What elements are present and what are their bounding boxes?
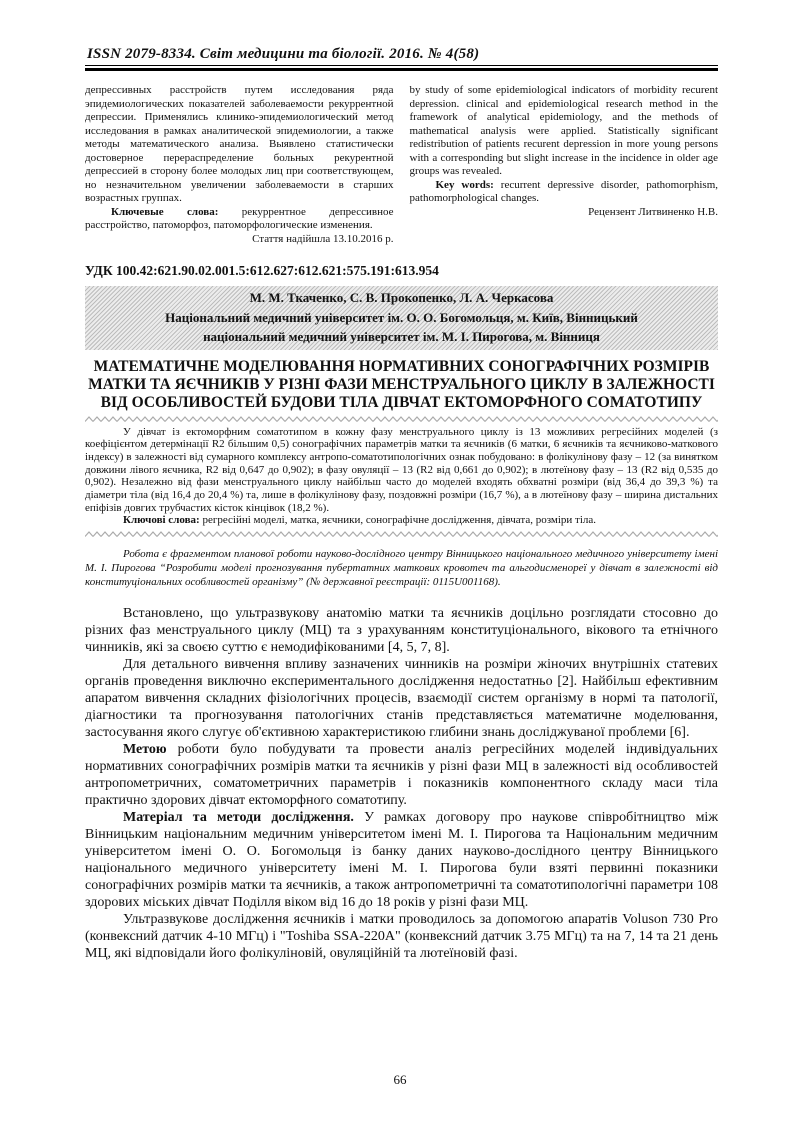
abstract-body-en: by study of some epidemiological indicators of morbidity recurent depression. clinical and epidemiological research method in the framework of analytical epidemiology, and the methods of mathematical analysis were applied. Statistically significant redistribution of patients recurent depression in more young persons with a corresponding but slight increase in the incidence in older age groups was revealed. [409,84,718,177]
paragraph-text: Ультразвукове дослідження яєчників і матки проводилось за допомогою апаратів Voluson 730 Pro (конвексний датчик 4-10 МГц) і "Toshiba SSA-220A" (конвексний датчик 3.75 МГц) та на 7, 14 та 21 день МЦ, які відповідали його фолікуліновій, овуляційній та лютеїновій фазі. [85,911,718,961]
keywords-line-en [410,179,719,206]
header-double-rule [85,65,718,71]
body-paragraph [85,809,718,911]
page-number: 66 [393,1072,407,1087]
reviewer-line: Рецензент Литвиненко Н.В. [588,205,718,218]
article-title: МАТЕМАТИЧНЕ МОДЕЛЮВАННЯ НОРМАТИВНИХ СОНОГРАФІЧНИХ РОЗМІРІВ МАТКИ ТА ЯЄЧНИКІВ У РІЗНІ ФАЗИ МЕНСТРУАЛЬНОГО ЦИКЛУ В ЗАЛЕЖНОСТІ ВІД ОСОБЛИВОСТЕЙ БУДОВИ ТІЛА ДІВЧАТ ЕКТОМОРФНОГО СОМАТОТИПУ [88,357,715,411]
affiliation-line-1: Національний медичний університет ім. О. О. Богомольця, м. Київ, Вінницький [165,309,638,325]
keywords-text-ru: рекуррентное депрессивное расстройство, патоморфоз, патоморфологические изменения. [85,205,394,231]
authors-line: М. М. Ткаченко, С. В. Прокопенко, Л. А. Черкасова [249,290,554,305]
paragraph-lead: Матеріал та методи дослідження. [123,809,354,825]
zigzag-divider-bottom [85,531,718,538]
abstract-column-english [410,84,719,246]
paragraph-text: Для детального вивчення впливу зазначених чинників на розміри жіночих внутрішніх статевих органів проведення виключно експериментального дослідження недостатньо [2]. Найбільш ефективним апаратом вивчення складних фізіологічних процесів, взаємодії систем організму в нормі та патології, діагностики та прогнозування патологічних станів представляється математичне моделювання, застосування якого слугує об'єктивною характеристикою глибини знань досліджуваної проблеми [6]. [85,656,718,740]
paragraph-text: Встановлено, що ультразвукову анатомію матки та яєчників доцільно розглядати стосовно до різних фаз менструального циклу (МЦ) та з урахуванням конституціонального, вікового та етнічного чинників, які за своєю суттю є немодифікованими [4, 5, 7, 8]. [85,605,718,655]
article-keywords-label: Ключові слова: [123,514,200,527]
zigzag-divider-top [85,416,718,423]
keywords-label-en: Key words: [435,178,494,191]
funding-note: Робота є фрагментом планової роботи науково-дослідного центру Вінницького національного медичного університету імені М. І. Пирогова “Розробити моделі прогнозування пубертатних маткових кровотеч та альгодисменореї у дівчат в залежності від конституціональних особливостей організму” (№ державної реєстрації: 0115U001168). [85,548,718,588]
article-abstract-text: У дівчат із ектоморфним соматотипом в кожну фазу менструального циклу із 13 можливих регресійних моделей (з коефіцієнтом детермінації R2 більшим 0,5) сонографічних параметрів матки та яєчників (6 матки, 6 яєчників та яєчниково-маткового індексу) в залежності від сумарного комплексу антропо-соматотипологічних ознак побудовано: в фолікулінову фазу – 12 (за винятком довжини лівого яєчника, R2 від 0,647 до 0,902); в фазу овуляції – 13 (R2 від 0,661 до 0,902); в лютеїнову фазу – 13 (R2 від 0,535 до 0,902). Незалежно від фази менструального циклу найбільш часто до моделей входять обхватні розміри (від 36,4 до 39,3 %) та діаметри тіла (від 16,4 до 20,4 %) та, лише в фолікулінову фазу, поздовжні розміри (16,7 %), а в лютеїнову фазу – ширина дистальних епіфізів довгих трубчастих кісток кінцівок (18,2 %). [85,425,718,514]
paragraph-text: У рамках договору про наукове співробітництво між Вінницьким національним медичним університетом імені М. І. Пирогова та Національним медичним університетом імені О. О. Богомольця із банку даних науково-дослідного центру Вінницького національного медичного університету імені М. І. Пирогова були взяті первинні показники сонографічних розмірів матки та яєчників, а також антропометричні та соматотипологічні параметри 108 здорових міських дівчат Поділля віком від 16 до 18 років у різні фази МЦ. [85,809,718,910]
authors-affiliation-box [85,286,718,350]
article-keywords-line [85,514,718,527]
affiliation-line-2: національний медичний університет ім. М. І. Пирогова, м. Вінниця [203,329,600,344]
keywords-line-ru [85,206,394,233]
body-paragraph [85,605,718,656]
received-date-line: Стаття надійшла 13.10.2016 р. [252,232,394,245]
journal-header [85,46,718,71]
keywords-text-en: recurrent depressive disorder, pathomorphism, pathomorphological changes. [409,178,719,204]
keywords-label-ru: Ключевые слова: [111,205,219,218]
body-paragraph [85,911,718,962]
abstract-column-russian [85,84,394,246]
udc-code: УДК 100.42:621.90.02.001.5:612.627:612.621:575.191:613.954 [85,263,439,278]
paragraph-lead: Метою [123,741,167,757]
article-abstract-block [85,426,718,528]
body-paragraph [85,656,718,741]
article-keywords-text: регресійні моделі, матка, яєчники, сонографічне дослідження, дівчата, розміри тіла. [199,514,597,527]
paragraph-text: роботи було побудувати та провести аналіз регресійних моделей індивідуальних нормативних сонографічних розмірів матки та яєчників у різні фази МЦ в залежності від особливостей антропометричних, соматометричних параметрів і показників компонентного складу маси тіла практично здорових дівчат ектоморфного соматотипу. [85,741,718,808]
journal-issn-line: ISSN 2079-8334. Світ медицини та біології. 2016. № 4(58) [87,46,480,62]
abstract-body-ru: депрессивных расстройств путем исследования ряда эпидемиологических показателей заболеваемости рекуррентной депрессии. Применялись клинико-эпидемиологический метод исследования в рамках аналитической эпидемиологии, а также методы математического анализа. Выявлено статистически достоверное перераспределение больных рекурентной депрессией в сторону более молодых лиц при соответствующем, но незначительном увеличении заболеваемости в старших возрастных группах. [85,84,394,204]
previous-article-abstracts [85,84,718,246]
article-body [85,605,718,962]
body-paragraph [85,741,718,809]
